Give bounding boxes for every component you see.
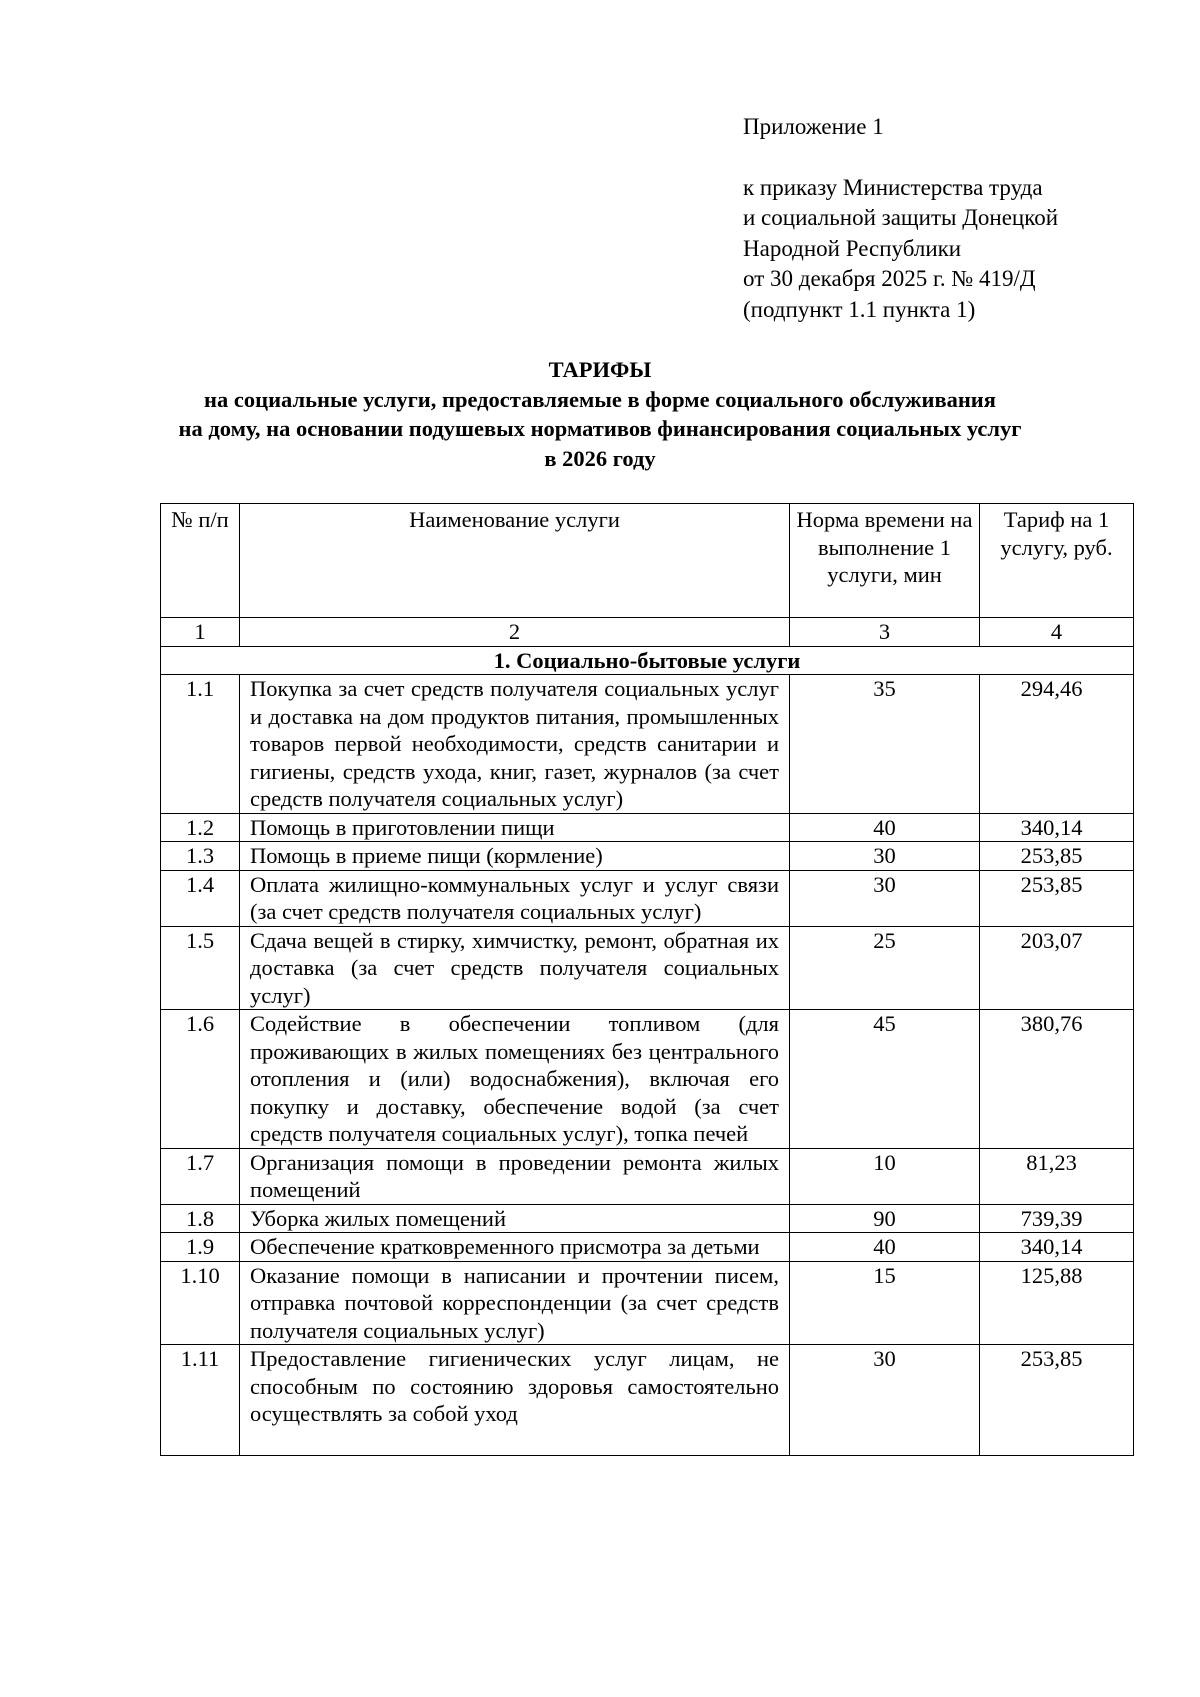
table-row: [161, 842, 1134, 871]
service-tariff: 81,23: [980, 1148, 1134, 1204]
service-tariff: 253,85: [980, 1345, 1134, 1456]
service-name: Уборка жилых помещений: [240, 1204, 790, 1233]
service-time: 90: [790, 1204, 980, 1233]
service-name: Предоставление гигиенических услуг лицам, не способным по состоянию здоровья самостоятельно осуществлять за собой уход: [240, 1345, 790, 1456]
service-num: 1.9: [161, 1233, 240, 1262]
column-numbers-row: [161, 618, 1134, 647]
service-name: Помощь в приеме пищи (кормление): [240, 842, 790, 871]
service-tariff: 380,76: [980, 1010, 1134, 1149]
service-num: 1.4: [161, 870, 240, 926]
service-name: Покупка за счет средств получателя социальных услуг и доставка на дом продуктов питания, промышленных товаров первой необходимости, средств санитарии и гигиены, средств ухода, книг, газет, журналов (за счет средств получателя социальных услуг): [240, 675, 790, 814]
tariffs-table: [160, 503, 1134, 1456]
header-time: Норма времени на выполнение 1 услуги, мин: [790, 504, 980, 618]
appendix-line: к приказу Министерства труда: [743, 174, 1043, 200]
service-time: 10: [790, 1148, 980, 1204]
section-row: [161, 646, 1134, 675]
table-row: [161, 870, 1134, 926]
table-row: [161, 1345, 1134, 1456]
appendix-block: [743, 112, 1163, 325]
appendix-date-line: от 30 декабря 2025 г. № 419/Д: [743, 266, 1036, 291]
spacer: [743, 143, 1163, 173]
service-name: Обеспечение кратковременного присмотра за детьми: [240, 1233, 790, 1262]
service-time: 30: [790, 870, 980, 926]
table-row: [161, 926, 1134, 1010]
service-time: 30: [790, 1345, 980, 1456]
service-time: 40: [790, 813, 980, 842]
table-header-row: [161, 504, 1134, 618]
service-name: Оплата жилищно-коммунальных услуг и услуг связи (за счет средств получателя социальных услуг): [240, 870, 790, 926]
table-row: [161, 1010, 1134, 1149]
table-row: [161, 1204, 1134, 1233]
title-line: на социальные услуги, предоставляемые в форме социального обслуживания: [204, 386, 996, 412]
service-num: 1.1: [161, 675, 240, 814]
table-row: [161, 675, 1134, 814]
service-num: 1.11: [161, 1345, 240, 1456]
service-name: Организация помощи в проведении ремонта жилых помещений: [240, 1148, 790, 1204]
service-num: 1.5: [161, 926, 240, 1010]
service-tariff: 203,07: [980, 926, 1134, 1010]
title-heading: ТАРИФЫ: [548, 357, 652, 382]
service-num: 1.8: [161, 1204, 240, 1233]
service-name: Помощь в приготовлении пищи: [240, 813, 790, 842]
service-num: 1.3: [161, 842, 240, 871]
service-name: Сдача вещей в стирку, химчистку, ремонт, обратная их доставка (за счет средств получателя социальных услуг): [240, 926, 790, 1010]
appendix-reference-line: (подпункт 1.1 пункта 1): [743, 296, 976, 322]
section-title: 1. Социально-бытовые услуги: [161, 646, 1134, 675]
header-name: Наименование услуги: [240, 504, 790, 618]
table-row: [161, 1233, 1134, 1262]
header-tariff: Тариф на 1 услугу, руб.: [980, 504, 1134, 618]
service-name: Оказание помощи в написании и прочтении писем, отправка почтовой корреспонденции (за счет средств получателя социальных услуг): [240, 1261, 790, 1345]
table-row: [161, 1148, 1134, 1204]
header-num: № п/п: [161, 504, 240, 618]
service-tariff: 340,14: [980, 813, 1134, 842]
appendix-line: и социальной защиты Донецкой: [743, 205, 1059, 230]
table-row: [161, 1261, 1134, 1345]
appendix-number: Приложение 1: [743, 114, 884, 139]
column-number: 1: [161, 618, 240, 647]
appendix-line: Народной Республики: [743, 235, 962, 261]
service-tariff: 340,14: [980, 1233, 1134, 1262]
service-num: 1.10: [161, 1261, 240, 1345]
column-number: 2: [240, 618, 790, 647]
service-tariff: 294,46: [980, 675, 1134, 814]
service-num: 1.6: [161, 1010, 240, 1149]
service-tariff: 739,39: [980, 1204, 1134, 1233]
service-time: 40: [790, 1233, 980, 1262]
service-tariff: 253,85: [980, 870, 1134, 926]
document-title: [150, 355, 1050, 473]
service-num: 1.2: [161, 813, 240, 842]
column-number: 3: [790, 618, 980, 647]
service-tariff: 125,88: [980, 1261, 1134, 1345]
column-number: 4: [980, 618, 1134, 647]
table-row: [161, 813, 1134, 842]
service-tariff: 253,85: [980, 842, 1134, 871]
title-line: в 2026 году: [544, 445, 656, 471]
service-time: 30: [790, 842, 980, 871]
service-time: 25: [790, 926, 980, 1010]
title-line: на дому, на основании подушевых нормативов финансирования социальных услуг: [178, 416, 1022, 441]
service-time: 35: [790, 675, 980, 814]
service-name: Содействие в обеспечении топливом (для проживающих в жилых помещениях без центрального отопления и (или) водоснабжения), включая его покупку и доставку, обеспечение водой (за счет средств получателя социальных услуг), топка печей: [240, 1010, 790, 1149]
service-num: 1.7: [161, 1148, 240, 1204]
service-time: 15: [790, 1261, 980, 1345]
service-time: 45: [790, 1010, 980, 1149]
